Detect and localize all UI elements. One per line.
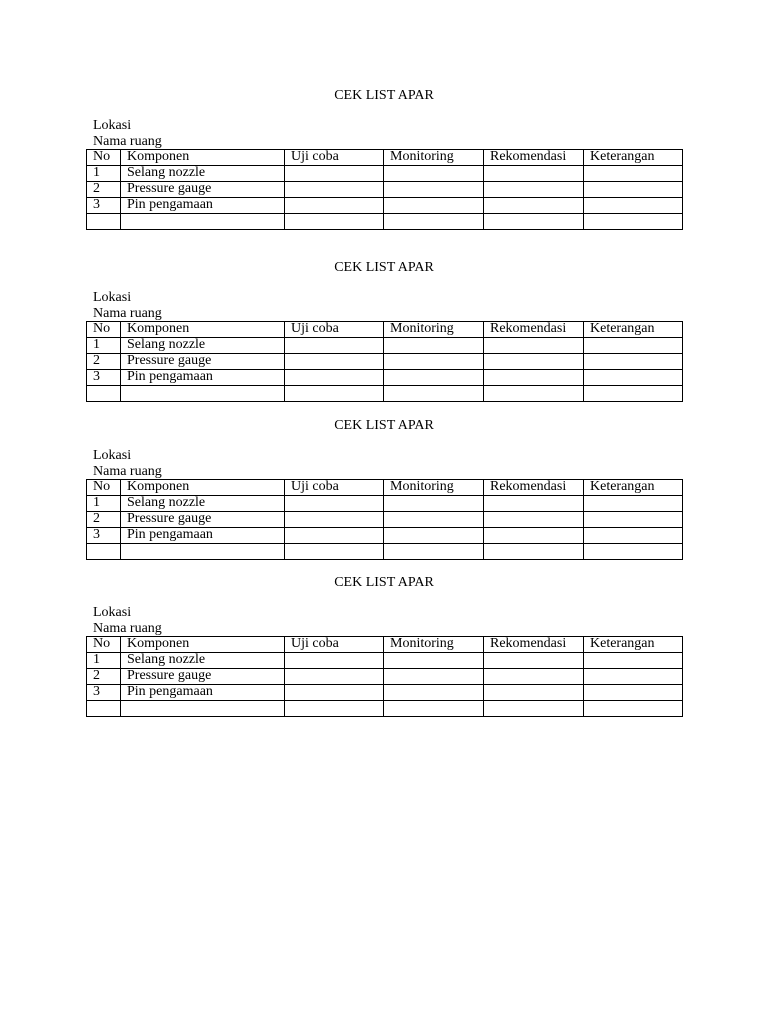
row-number [87,214,121,230]
table-row [87,701,683,717]
row-number: 3 [87,685,121,701]
column-header: No [87,480,121,496]
rekomendasi-cell [484,528,584,544]
form-title: CEK LIST APAR [334,260,434,275]
row-number: 1 [87,166,121,182]
uji-coba-cell [285,354,384,370]
keterangan-cell [584,669,683,685]
lokasi-label: Lokasi [93,605,132,620]
rekomendasi-cell [484,544,584,560]
keterangan-cell [584,512,683,528]
row-number: 3 [87,528,121,544]
monitoring-cell [384,528,484,544]
nama-ruang-label: Nama ruang [93,134,162,149]
component-name [121,214,285,230]
column-header: Komponen [121,480,285,496]
table-row [87,198,683,214]
uji-coba-cell [285,669,384,685]
table-row [87,338,683,354]
row-number [87,701,121,717]
rekomendasi-cell [484,685,584,701]
column-header: No [87,637,121,653]
lokasi-label: Lokasi [93,118,132,133]
table-row [87,370,683,386]
nama-ruang-label: Nama ruang [93,464,162,479]
row-number: 2 [87,182,121,198]
column-header: Uji coba [285,150,384,166]
uji-coba-cell [285,182,384,198]
column-header: Uji coba [285,637,384,653]
keterangan-cell [584,182,683,198]
rekomendasi-cell [484,653,584,669]
uji-coba-cell [285,544,384,560]
keterangan-cell [584,214,683,230]
column-header: Monitoring [384,150,484,166]
column-header: No [87,322,121,338]
rekomendasi-cell [484,370,584,386]
table-row [87,685,683,701]
table-row [87,653,683,669]
table-row [87,512,683,528]
row-number [87,386,121,402]
checklist-table [86,149,683,230]
table-row [87,214,683,230]
checklist-table [86,479,683,560]
uji-coba-cell [285,214,384,230]
lokasi-label: Lokasi [93,290,132,305]
keterangan-cell [584,653,683,669]
column-header: Uji coba [285,322,384,338]
rekomendasi-cell [484,166,584,182]
component-name: Selang nozzle [121,338,285,354]
table-header-row [87,480,683,496]
row-number: 3 [87,198,121,214]
monitoring-cell [384,166,484,182]
column-header: Monitoring [384,322,484,338]
table-row [87,166,683,182]
uji-coba-cell [285,370,384,386]
column-header: Keterangan [584,322,683,338]
monitoring-cell [384,701,484,717]
keterangan-cell [584,338,683,354]
monitoring-cell [384,685,484,701]
table-header-row [87,637,683,653]
monitoring-cell [384,198,484,214]
rekomendasi-cell [484,354,584,370]
checklist-table [86,636,683,717]
table-row [87,544,683,560]
component-name: Pin pengamaan [121,370,285,386]
lokasi-label: Lokasi [93,448,132,463]
keterangan-cell [584,685,683,701]
form-title: CEK LIST APAR [334,88,434,103]
rekomendasi-cell [484,512,584,528]
monitoring-cell [384,653,484,669]
uji-coba-cell [285,386,384,402]
monitoring-cell [384,512,484,528]
column-header: No [87,150,121,166]
column-header: Rekomendasi [484,480,584,496]
uji-coba-cell [285,528,384,544]
uji-coba-cell [285,701,384,717]
row-number: 2 [87,669,121,685]
row-number: 2 [87,512,121,528]
keterangan-cell [584,544,683,560]
keterangan-cell [584,354,683,370]
rekomendasi-cell [484,214,584,230]
uji-coba-cell [285,198,384,214]
monitoring-cell [384,669,484,685]
component-name [121,701,285,717]
component-name [121,386,285,402]
monitoring-cell [384,386,484,402]
row-number: 3 [87,370,121,386]
column-header: Keterangan [584,480,683,496]
monitoring-cell [384,214,484,230]
nama-ruang-label: Nama ruang [93,306,162,321]
uji-coba-cell [285,653,384,669]
table-header-row [87,322,683,338]
component-name [121,544,285,560]
rekomendasi-cell [484,386,584,402]
table-row [87,496,683,512]
table-header-row [87,150,683,166]
component-name: Selang nozzle [121,653,285,669]
uji-coba-cell [285,166,384,182]
row-number [87,544,121,560]
table-row [87,182,683,198]
keterangan-cell [584,198,683,214]
form-title: CEK LIST APAR [334,575,434,590]
component-name: Pin pengamaan [121,528,285,544]
table-row [87,354,683,370]
rekomendasi-cell [484,198,584,214]
form-title: CEK LIST APAR [334,418,434,433]
column-header: Monitoring [384,480,484,496]
keterangan-cell [584,166,683,182]
monitoring-cell [384,182,484,198]
component-name: Pin pengamaan [121,198,285,214]
monitoring-cell [384,338,484,354]
rekomendasi-cell [484,701,584,717]
column-header: Monitoring [384,637,484,653]
keterangan-cell [584,701,683,717]
component-name: Selang nozzle [121,166,285,182]
monitoring-cell [384,496,484,512]
uji-coba-cell [285,512,384,528]
column-header: Komponen [121,322,285,338]
keterangan-cell [584,370,683,386]
rekomendasi-cell [484,669,584,685]
nama-ruang-label: Nama ruang [93,621,162,636]
component-name: Pressure gauge [121,512,285,528]
row-number: 1 [87,653,121,669]
table-row [87,528,683,544]
monitoring-cell [384,544,484,560]
uji-coba-cell [285,685,384,701]
uji-coba-cell [285,496,384,512]
component-name: Pressure gauge [121,182,285,198]
column-header: Rekomendasi [484,637,584,653]
table-row [87,386,683,402]
row-number: 1 [87,496,121,512]
keterangan-cell [584,386,683,402]
column-header: Keterangan [584,637,683,653]
column-header: Keterangan [584,150,683,166]
table-row [87,669,683,685]
component-name: Pin pengamaan [121,685,285,701]
column-header: Rekomendasi [484,150,584,166]
checklist-table [86,321,683,402]
monitoring-cell [384,370,484,386]
rekomendasi-cell [484,338,584,354]
column-header: Komponen [121,637,285,653]
column-header: Rekomendasi [484,322,584,338]
row-number: 1 [87,338,121,354]
column-header: Uji coba [285,480,384,496]
component-name: Pressure gauge [121,354,285,370]
rekomendasi-cell [484,182,584,198]
keterangan-cell [584,528,683,544]
column-header: Komponen [121,150,285,166]
uji-coba-cell [285,338,384,354]
monitoring-cell [384,354,484,370]
component-name: Pressure gauge [121,669,285,685]
component-name: Selang nozzle [121,496,285,512]
row-number: 2 [87,354,121,370]
keterangan-cell [584,496,683,512]
rekomendasi-cell [484,496,584,512]
